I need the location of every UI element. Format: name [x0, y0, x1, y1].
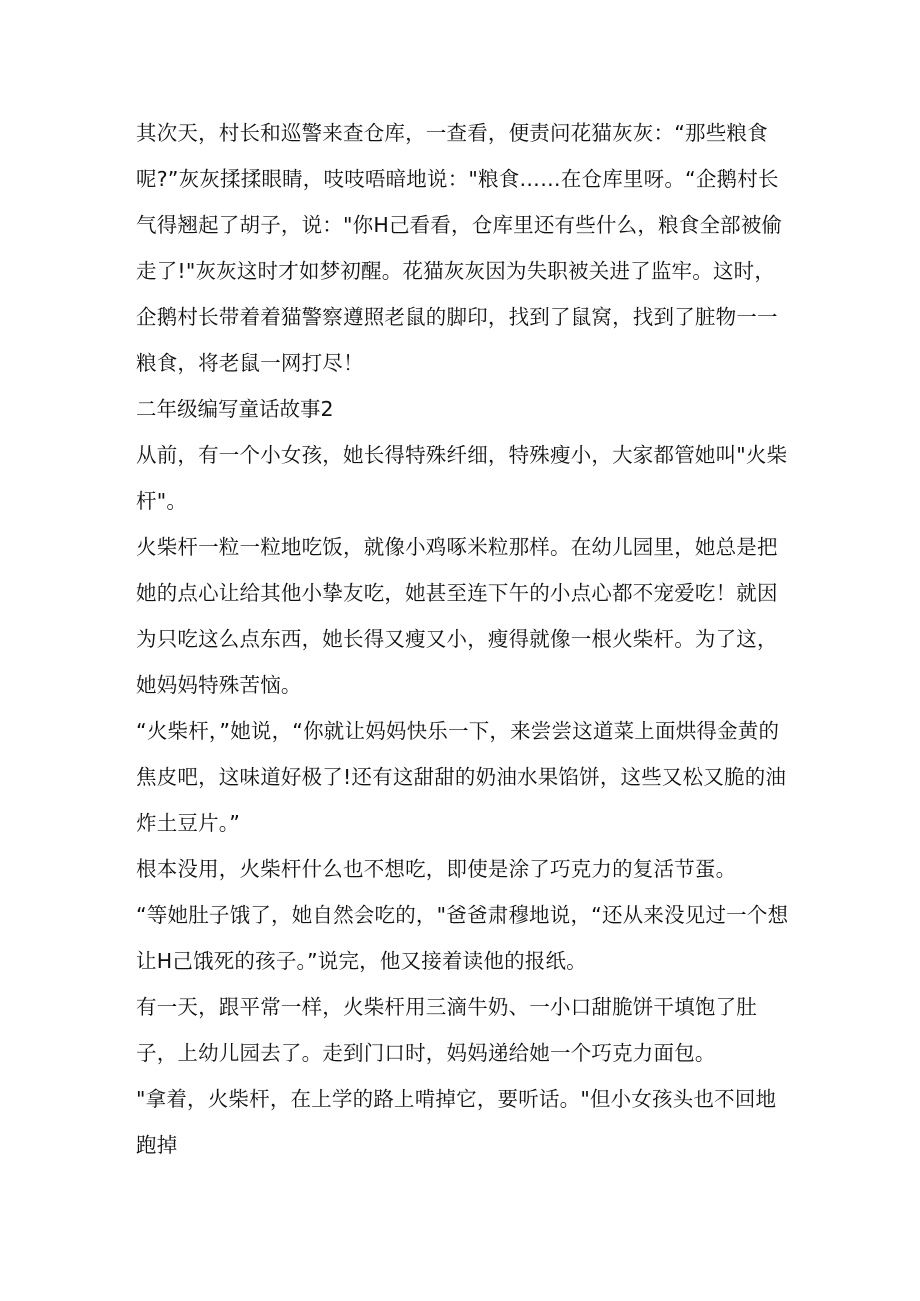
paragraph-2: 从前，有一个小女孩，她长得特殊纤细，特殊瘦小，大家都管她叫"火柴杆"。 — [136, 443, 788, 513]
paragraph-8: "拿着，火柴杆，在上学的路上啃掉它，要听话。"但小女孩头也不回地跑掉 — [136, 1087, 777, 1157]
paragraph-3: 火柴杆一粒一粒地吃饭，就像小鸡啄米粒那样。在幼儿园里，她总是把她的点心让给其他小挚友吃，她甚至连下午的小点心都不宠爱吃！就因为只吃这么点东西，她长得又瘦又小，瘦得就像一根火柴杆。为了这，她妈妈特殊苦恼。 — [136, 535, 778, 697]
document-body — [136, 110, 792, 1168]
paragraph-5: 根本没用，火柴杆什么也不想吃，即使是涂了巧克力的复活节蛋。 — [136, 857, 737, 881]
section-heading: 二年级编写童话故事2 — [136, 397, 334, 421]
paragraph-4: “火柴杆，”她说，“你就让妈妈快乐一下，来尝尝这道菜上面烘得金黄的焦皮吧，这味道好极了!还有这甜甜的奶油水果馅饼，这些又松又脆的油炸土豆片。” — [136, 719, 787, 835]
paragraph-6: “等她肚子饿了，她自然会吃的，"爸爸肃穆地说，“还从来没见过一个想让H己饿死的孩子。”说完，他又接着读他的报纸。 — [136, 903, 789, 973]
paragraph-7: 有一天，跟平常一样，火柴杆用三滴牛奶、一小口甜脆饼干填饱了肚子，上幼儿园去了。走到门口时，妈妈递给她一个巧克力面包。 — [136, 995, 757, 1065]
paragraph-1: 其次天，村长和巡警来查仓库，一查看，便责问花猫灰灰：“那些粮食呢?”灰灰揉揉眼睛，吱吱唔暗地说："粮食……在仓库里呀。“企鹅村长气得翘起了胡子，说："你H己看看，仓库里还有些什么，粮食全部被偷走了!"灰灰这时才如梦初醒。花猫灰灰因为失职被关进了监牢。这时，企鹅村长带着着猫警察遵照老鼠的脚印，找到了鼠窝，找到了脏物一一粮食，将老鼠一网打尽！ — [136, 121, 783, 375]
